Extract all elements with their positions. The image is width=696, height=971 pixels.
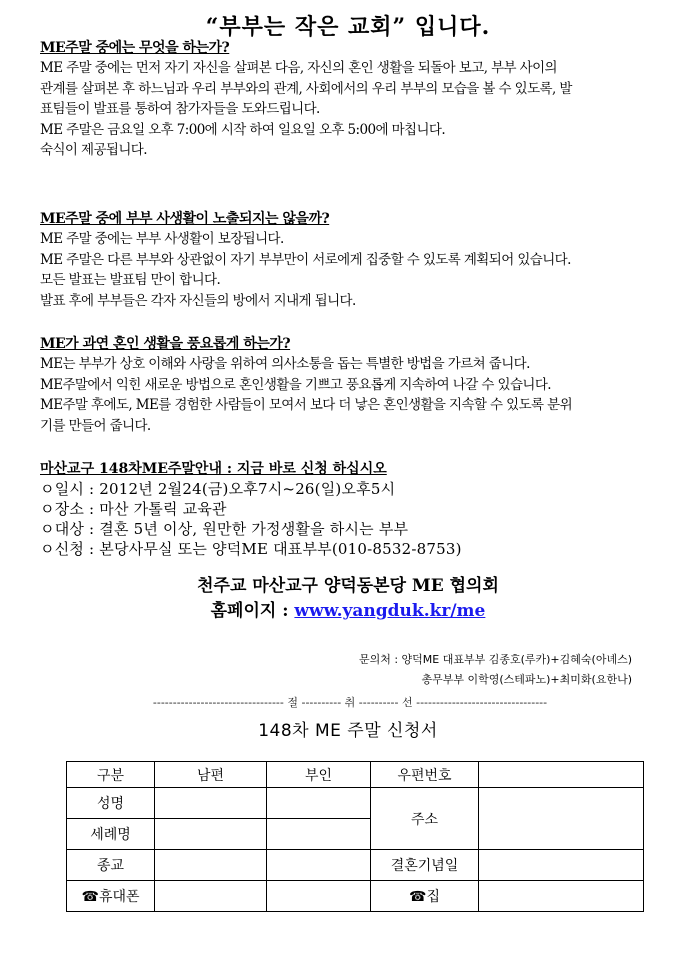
section-line: 표팀들이 발표를 통하여 참가자들을 도와드립니다. [40, 101, 320, 117]
phone-icon: ☎ [81, 889, 99, 905]
phone-icon: ☎ [409, 889, 427, 905]
anniversary-field[interactable] [479, 850, 644, 881]
section-line: ME 주말은 다른 부부와 상관없이 자기 부부만이 서로에게 집중할 수 있도록 계획되어 있습니다. [40, 251, 571, 268]
wife-religion-field[interactable] [267, 850, 371, 881]
label-postal-code: 우편번호 [371, 762, 479, 788]
organization-name: 천주교 마산교구 양덕동본당 ME 협의회 [197, 576, 499, 596]
husband-baptismal-name-field[interactable] [155, 819, 267, 850]
section-what-happens [40, 38, 660, 161]
homepage-label: 홈페이지 : [210, 601, 295, 621]
section-line: ME 주말 중에는 먼저 자기 자신을 살펴본 다음, 자신의 혼인 생활을 되돌아 보고, 부부 사이의 [40, 60, 557, 76]
cut-line: --------------------------------- 절 ---------- 취 ---------- 선 --------------------------------- [152, 696, 548, 709]
home-label-text: 집 [426, 889, 440, 905]
label-anniversary: 결혼기념일 [371, 850, 479, 881]
form-title: 148차 ME 주말 신청서 [258, 721, 438, 741]
header-husband: 남편 [155, 762, 267, 788]
label-home-phone [371, 881, 479, 912]
info-place: ㅇ장소 : 마산 가톨릭 교육관 [40, 500, 227, 518]
label-address: 주소 [371, 788, 479, 850]
section-line: ME주말 후에도, ME를 경험한 사람들이 모여서 보다 더 낳은 혼인생활을 지속할 수 있도록 분위 [40, 397, 573, 413]
section-enrich [40, 334, 660, 436]
husband-mobile-field[interactable] [155, 881, 267, 912]
label-religion: 종교 [67, 850, 155, 881]
section-line: ME 주말 중에는 부부 사생활이 보장됩니다. [40, 231, 284, 247]
page-title: “부부는 작은 교회” 입니다. [205, 14, 491, 40]
wife-baptismal-name-field[interactable] [267, 819, 371, 850]
homepage [0, 600, 696, 622]
husband-name-field[interactable] [155, 788, 267, 819]
section-line: 기를 만들어 줍니다. [40, 417, 151, 434]
section-line: 관계를 살펴본 후 하느님과 우리 부부와의 관계, 사회에서의 우리 부부의 모습을 볼 수 있도록, 발 [40, 80, 572, 97]
info-date: ㅇ일시 : 2012년 2월24(금)오후7시~26(일)오후5시 [40, 480, 396, 498]
section-heading: ME주말 중에 부부 사생활이 노출되지는 않을까? [40, 211, 330, 227]
application-form [66, 761, 644, 912]
info-target: ㅇ대상 : 결혼 5년 이상, 원만한 가정생활을 하시는 부부 [40, 520, 409, 538]
section-line: 발표 후에 부부들은 각자 자신들의 방에서 지내게 됩니다. [40, 292, 356, 309]
weekend-info [40, 459, 660, 559]
wife-name-field[interactable] [267, 788, 371, 819]
info-apply: ㅇ신청 : 본당사무실 또는 양덕ME 대표부부(010-8532-8753) [40, 540, 462, 558]
husband-religion-field[interactable] [155, 850, 267, 881]
home-phone-field[interactable] [479, 881, 644, 912]
section-privacy [40, 209, 660, 311]
postal-code-field[interactable] [479, 762, 644, 788]
label-baptismal-name: 세례명 [67, 819, 155, 850]
section-heading: ME주말 중에는 무엇을 하는가? [40, 40, 230, 56]
address-field[interactable] [479, 788, 644, 850]
label-mobile [67, 881, 155, 912]
label-name: 성명 [67, 788, 155, 819]
section-line: ME는 부부가 상호 이해와 사랑을 위하여 의사소통을 돕는 특별한 방법을 가르쳐 줍니다. [40, 356, 530, 372]
section-line: 모든 발표는 발표팀 만이 합니다. [40, 272, 221, 288]
mobile-label-text: 휴대폰 [98, 889, 140, 905]
wife-mobile-field[interactable] [267, 881, 371, 912]
header-category: 구분 [67, 762, 155, 788]
section-line: ME 주말은 금요일 오후 7:00에 시작 하여 일요일 오후 5:00에 마칩니다. [40, 121, 446, 138]
contact-line-2: 총무부부 이학영(스테파노)+최미화(요한나) [421, 673, 632, 686]
section-line: 숙식이 제공됩니다. [40, 142, 147, 158]
info-heading: 마산교구 148차ME주말안내 : 지금 바로 신청 하십시오 [40, 461, 387, 477]
contact-line-1: 문의처 : 양덕ME 대표부부 김종호(루카)+김혜숙(아녜스) [358, 653, 632, 666]
section-heading: ME가 과연 혼인 생활을 풍요롭게 하는가? [40, 336, 291, 352]
header-wife: 부인 [267, 762, 371, 788]
homepage-link[interactable]: www.yangduk.kr/me [294, 601, 486, 621]
section-line: ME주말에서 익힌 새로운 방법으로 혼인생활을 기쁘고 풍요롭게 지속하여 나갈 수 있습니다. [40, 376, 551, 393]
